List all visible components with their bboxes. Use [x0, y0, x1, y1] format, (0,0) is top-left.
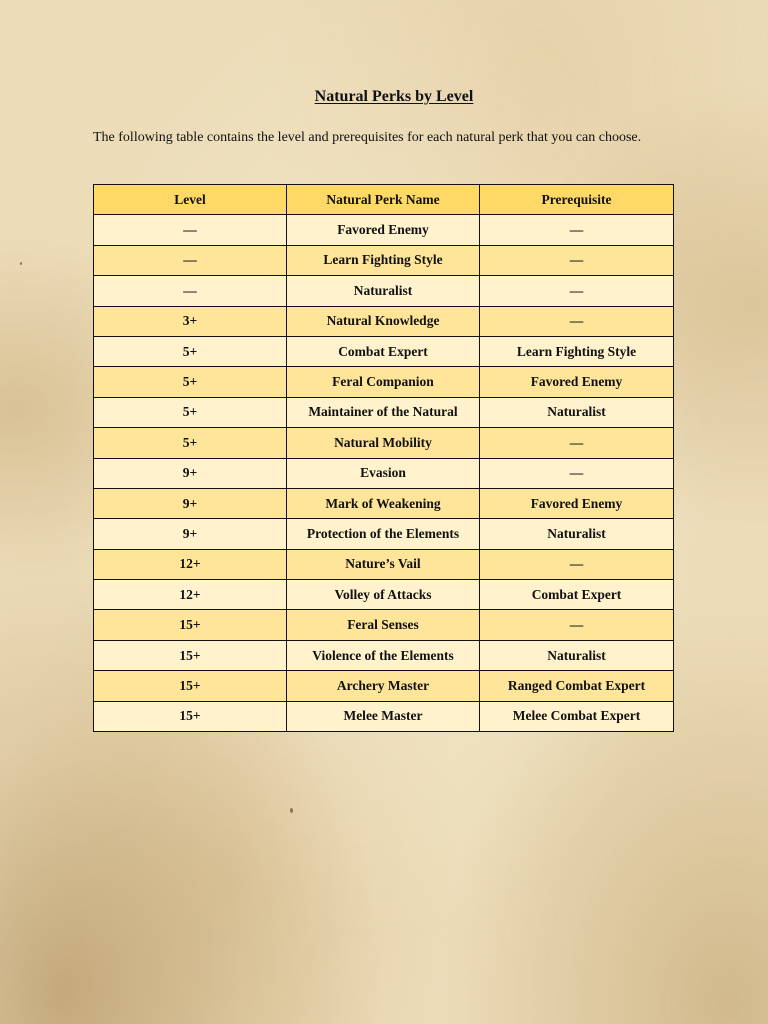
cell-prerequisite: Ranged Combat Expert [480, 671, 674, 701]
cell-perk-name: Nature’s Vail [287, 549, 480, 579]
cell-level: 9+ [94, 488, 287, 518]
table-row [94, 458, 674, 488]
cell-perk-name: Feral Companion [287, 367, 480, 397]
table-header-row [94, 185, 674, 215]
table-row [94, 610, 674, 640]
cell-perk-name: Natural Knowledge [287, 306, 480, 336]
cell-perk-name: Archery Master [287, 671, 480, 701]
cell-perk-name: Protection of the Elements [287, 519, 480, 549]
cell-prerequisite: Favored Enemy [480, 488, 674, 518]
natural-perks-table [93, 184, 674, 732]
cell-perk-name: Violence of the Elements [287, 640, 480, 670]
table-row [94, 488, 674, 518]
cell-level: 5+ [94, 367, 287, 397]
paper-speck [20, 262, 22, 265]
cell-level: 15+ [94, 610, 287, 640]
cell-level: 3+ [94, 306, 287, 336]
header-level: Level [94, 185, 287, 215]
cell-prerequisite: — [480, 245, 674, 275]
header-perk-name: Natural Perk Name [287, 185, 480, 215]
cell-prerequisite: Learn Fighting Style [480, 336, 674, 366]
table-row [94, 215, 674, 245]
table-row [94, 428, 674, 458]
cell-prerequisite: — [480, 306, 674, 336]
cell-level: 5+ [94, 397, 287, 427]
cell-perk-name: Feral Senses [287, 610, 480, 640]
cell-level: 12+ [94, 549, 287, 579]
header-prerequisite: Prerequisite [480, 185, 674, 215]
cell-perk-name: Volley of Attacks [287, 580, 480, 610]
table-row [94, 276, 674, 306]
cell-perk-name: Naturalist [287, 276, 480, 306]
table-row [94, 701, 674, 731]
cell-prerequisite: — [480, 610, 674, 640]
intro-paragraph: The following table contains the level and prerequisites for each natural perk that you can choose. [93, 130, 642, 145]
table-row [94, 397, 674, 427]
cell-level: 5+ [94, 336, 287, 366]
cell-perk-name: Mark of Weakening [287, 488, 480, 518]
table-row [94, 306, 674, 336]
cell-level: 12+ [94, 580, 287, 610]
cell-level: 15+ [94, 701, 287, 731]
cell-prerequisite: — [480, 549, 674, 579]
table-row [94, 519, 674, 549]
cell-level: 15+ [94, 640, 287, 670]
table-row [94, 245, 674, 275]
cell-perk-name: Natural Mobility [287, 428, 480, 458]
table-row [94, 336, 674, 366]
table-row [94, 671, 674, 701]
cell-prerequisite: Melee Combat Expert [480, 701, 674, 731]
cell-level: — [94, 276, 287, 306]
cell-prerequisite: Naturalist [480, 640, 674, 670]
table-row [94, 640, 674, 670]
cell-prerequisite: — [480, 276, 674, 306]
cell-level: 9+ [94, 458, 287, 488]
cell-perk-name: Evasion [287, 458, 480, 488]
cell-perk-name: Learn Fighting Style [287, 245, 480, 275]
cell-prerequisite: — [480, 428, 674, 458]
cell-level: — [94, 215, 287, 245]
cell-level: 5+ [94, 428, 287, 458]
table-row [94, 367, 674, 397]
cell-level: — [94, 245, 287, 275]
cell-perk-name: Melee Master [287, 701, 480, 731]
cell-level: 9+ [94, 519, 287, 549]
table-row [94, 580, 674, 610]
paper-speck [290, 808, 293, 813]
cell-prerequisite: Naturalist [480, 519, 674, 549]
cell-perk-name: Favored Enemy [287, 215, 480, 245]
cell-perk-name: Combat Expert [287, 336, 480, 366]
cell-prerequisite: — [480, 215, 674, 245]
cell-prerequisite: Favored Enemy [480, 367, 674, 397]
cell-prerequisite: Naturalist [480, 397, 674, 427]
table-row [94, 549, 674, 579]
cell-level: 15+ [94, 671, 287, 701]
cell-perk-name: Maintainer of the Natural [287, 397, 480, 427]
table-body [94, 215, 674, 732]
cell-prerequisite: Combat Expert [480, 580, 674, 610]
cell-prerequisite: — [480, 458, 674, 488]
page-title: Natural Perks by Level [314, 88, 474, 105]
